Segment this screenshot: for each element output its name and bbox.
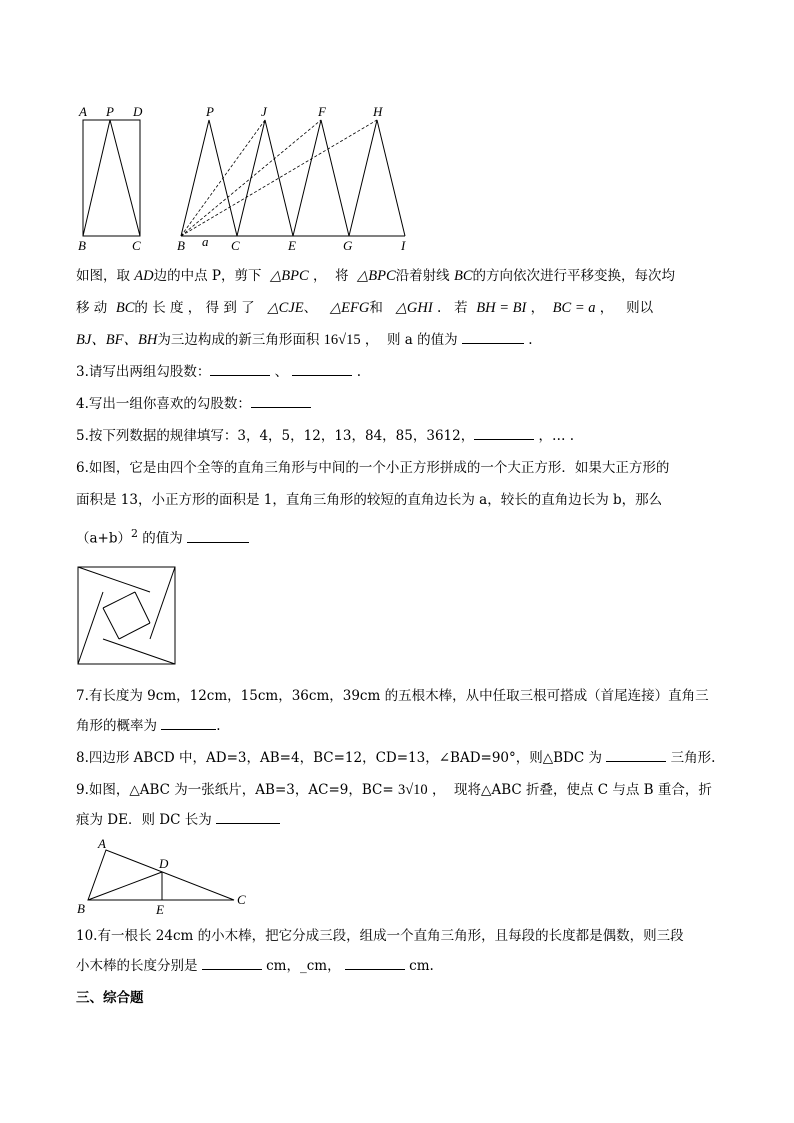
- question-7-line-2: 角形的概率为 .: [76, 718, 221, 734]
- answer-blank-q7[interactable]: [161, 716, 216, 730]
- answer-blank-q10-1[interactable]: [202, 956, 262, 970]
- label-D: D: [133, 104, 143, 119]
- question-10-line-1: 10.有一根长 24cm 的小木棒，把它分成三段，组成一个直角三角形，且每段的长度都是偶数，则三段: [76, 928, 684, 944]
- label-B: B: [78, 238, 86, 253]
- label-C3: C: [237, 892, 246, 907]
- question-9-line-2: 痕为 DE．则 DC 长为: [76, 810, 280, 830]
- label-E3: E: [156, 902, 164, 917]
- label-A: A: [79, 104, 87, 119]
- answer-blank-q10-3[interactable]: [345, 956, 405, 970]
- triangle-fold-figure: [76, 836, 256, 918]
- answer-blank-q5[interactable]: [474, 426, 534, 440]
- section-heading: 三、综合题: [76, 990, 144, 1006]
- translate-problem-line-3: BJ、BF、BH为三边构成的新三角形面积 16√15 ， 则 a 的值为 .: [76, 332, 533, 348]
- label-a: a: [202, 234, 209, 249]
- label-C2: C: [231, 238, 240, 253]
- label-J: J: [261, 104, 267, 119]
- answer-blank-q9[interactable]: [216, 810, 280, 824]
- answer-blank-a[interactable]: [462, 330, 524, 344]
- question-8: 8.四边形 ABCD 中，AD=3，AB=4，BC=12，CD=13，∠BAD=90°，则△BDC 为 三角形.: [76, 750, 716, 766]
- label-B2: B: [177, 238, 185, 253]
- question-10-line-2: 小木棒的长度分别是 cm，_cm， cm.: [76, 958, 434, 974]
- label-A3: A: [98, 836, 106, 851]
- label-C: C: [132, 238, 141, 253]
- label-I: I: [401, 238, 406, 253]
- answer-blank-q4[interactable]: [251, 394, 311, 408]
- translation-figure: [170, 100, 420, 252]
- question-6-line-1: 6.如图，它是由四个全等的直角三角形与中间的一个小正方形拼成的一个大正方形．如果大正方形的: [76, 460, 670, 476]
- question-3: 3.请写出两组勾股数： 、 .: [76, 364, 362, 380]
- answer-blank-q3-2[interactable]: [292, 362, 352, 376]
- question-9-line-1: 9.如图，△ABC 为一张纸片，AB=3，AC=9，BC= 3√10 ， 现将△ABC 折叠，使点 C 与点 B 重合，折: [76, 782, 712, 798]
- label-P: P: [106, 104, 114, 119]
- question-5: 5.按下列数据的规律填写：3，4，5，12，13，84，85，3612， ，… .: [76, 428, 575, 444]
- translate-problem-line-2: 移 动 BC的 长 度 ， 得 到 了 △CJE、 △EFG和 △GHI . 若 BH = BI ， BC = a ， 则以: [76, 300, 654, 316]
- pinwheel-square-figure: [77, 566, 177, 666]
- translate-problem-line-1: 如图，取 AD边的中点 P，剪下 △BPC ， 将 △BPC沿着射线 BC的方向依次进行平移变换，每次均: [76, 268, 675, 284]
- label-G: G: [343, 238, 353, 253]
- rectangle-figure: [76, 100, 156, 252]
- question-4: 4.写出一组你喜欢的勾股数：: [76, 394, 311, 414]
- answer-blank-q3-1[interactable]: [210, 362, 270, 376]
- label-P2: P: [206, 104, 214, 119]
- answer-blank-q8[interactable]: [606, 748, 666, 762]
- label-D3: D: [159, 856, 169, 871]
- question-7-line-1: 7.有长度为 9cm，12cm，15cm，36cm，39cm 的五根木棒，从中任取三根可搭成（首尾连接）直角三: [76, 688, 709, 704]
- label-B3: B: [77, 901, 85, 916]
- question-6-line-3: $(a+b)^2$ 的值为: [76, 524, 249, 549]
- label-H: H: [373, 104, 383, 119]
- question-6-line-2: 面积是 13，小正方形的面积是 1，直角三角形的较短的直角边长为 a，较长的直角边长为 b，那么: [76, 492, 663, 508]
- label-F: F: [318, 104, 326, 119]
- label-E: E: [288, 238, 296, 253]
- answer-blank-q6[interactable]: [187, 529, 249, 543]
